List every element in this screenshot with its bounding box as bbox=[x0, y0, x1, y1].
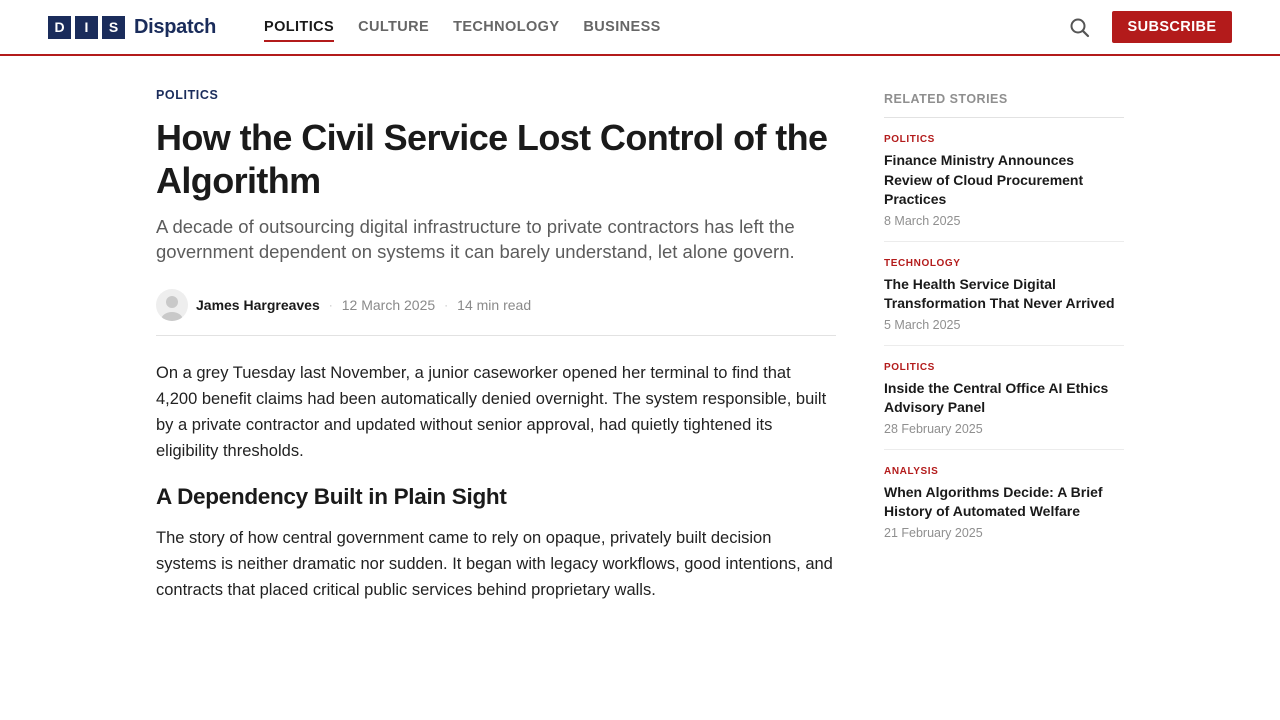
search-icon[interactable] bbox=[1068, 16, 1092, 40]
logo-wordmark: Dispatch bbox=[134, 15, 217, 38]
related-stories-sidebar bbox=[884, 92, 1124, 553]
meta-separator: · bbox=[444, 297, 449, 312]
article-kicker[interactable]: POLITICS bbox=[156, 88, 219, 102]
related-story[interactable] bbox=[884, 242, 1124, 346]
article-paragraph: The story of how central government came to rely on opaque, privately built decision systems is neither dramatic nor sudden. It began with legacy workflows, good intentions, and contracts that placed critical public services behind proprietary walls. bbox=[156, 529, 833, 599]
related-story[interactable] bbox=[884, 118, 1124, 242]
story-date: 28 February 2025 bbox=[884, 421, 983, 436]
story-category: ANALYSIS bbox=[884, 465, 939, 477]
related-story[interactable] bbox=[884, 450, 1124, 553]
article-subhead: A Dependency Built in Plain Sight bbox=[156, 484, 507, 509]
meta-separator: · bbox=[328, 297, 333, 312]
article-paragraph: On a grey Tuesday last November, a junior caseworker opened her terminal to find that 4,200 benefit claims had been automatically denied overnight. The system responsible, built by a private contractor and updated without senior approval, had quietly tightened its eligibility thresholds. bbox=[156, 364, 827, 460]
nav-item-business[interactable]: BUSINESS bbox=[583, 19, 661, 35]
article-headline: How the Civil Service Lost Control of the Algorithm bbox=[156, 117, 828, 201]
publish-date: 12 March 2025 bbox=[341, 296, 436, 313]
nav-item-politics[interactable]: POLITICS bbox=[264, 13, 334, 41]
avatar[interactable] bbox=[156, 289, 188, 321]
subscribe-button[interactable]: SUBSCRIBE bbox=[1112, 11, 1232, 43]
story-title[interactable]: Inside the Central Office AI Ethics Advisory Panel bbox=[884, 379, 1109, 415]
site-header bbox=[0, 0, 1280, 56]
story-category: TECHNOLOGY bbox=[884, 257, 961, 269]
story-title[interactable]: When Algorithms Decide: A Brief History of Automated Welfare bbox=[884, 483, 1103, 519]
byline bbox=[156, 288, 836, 336]
author-name[interactable]: James Hargreaves bbox=[196, 296, 320, 313]
logo-letter-s: S bbox=[102, 16, 125, 39]
logo-letter-d: D bbox=[48, 16, 71, 39]
story-title[interactable]: The Health Service Digital Transformation That Never Arrived bbox=[884, 275, 1115, 311]
main-nav bbox=[264, 0, 685, 54]
story-category: POLITICS bbox=[884, 134, 935, 145]
read-time: 14 min read bbox=[457, 296, 532, 313]
story-title[interactable]: Finance Ministry Announces Review of Cloud Procurement Practices bbox=[884, 152, 1084, 207]
related-story[interactable] bbox=[884, 346, 1124, 450]
story-date: 8 March 2025 bbox=[884, 213, 961, 228]
nav-item-culture[interactable]: CULTURE bbox=[358, 19, 430, 35]
story-category: POLITICS bbox=[884, 361, 935, 373]
logo-letter-i: I bbox=[75, 16, 98, 39]
article-dek: A decade of outsourcing digital infrastructure to private contractors has left the government dependent on systems it can barely understand, let alone govern. bbox=[156, 216, 795, 262]
story-date: 5 March 2025 bbox=[884, 317, 961, 332]
site-logo[interactable] bbox=[48, 15, 216, 39]
nav-item-technology[interactable]: TECHNOLOGY bbox=[453, 19, 560, 35]
story-date: 21 February 2025 bbox=[884, 525, 983, 540]
related-stories-title: RELATED STORIES bbox=[884, 92, 1124, 118]
article bbox=[156, 88, 836, 603]
